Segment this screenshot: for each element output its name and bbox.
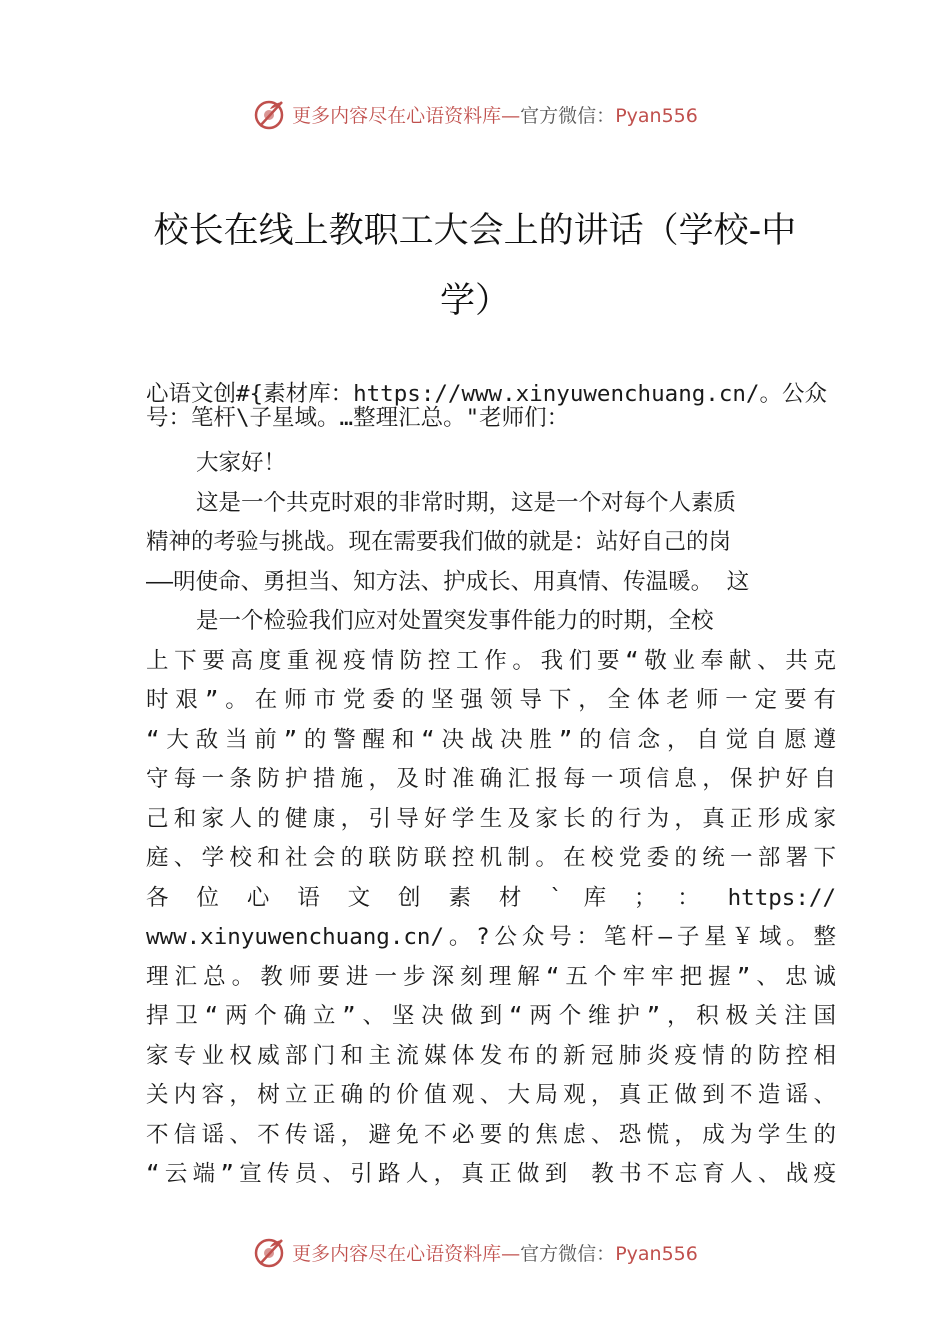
p1-line-2: 精神的考验与挑战。现在需要我们做的就是：站好自己的岗 <box>146 529 732 555</box>
banner-wechat-label: 官方微信： <box>520 104 616 127</box>
p2-line-3: 时艰”。在师市党委的坚强领导下，全体老师一定要有 <box>146 687 836 713</box>
p2-line-10: 理汇总。教师要进一步深刻理解“五个牢牢把握”、忠诚 <box>146 963 836 990</box>
p2-line-9: www.xinyuwenchuang.cn/。?公众号：笔杆—子星￥域。整 <box>146 924 836 950</box>
document-title <box>130 196 820 336</box>
p2-line-7: 庭、学校和社会的联防联控机制。在校党委的统一部署下 <box>146 845 836 871</box>
p2-line-4: “大敌当前”的警醒和“决战决胜”的信念，自觉自愿遵 <box>146 726 836 753</box>
p2-line-6: 己和家人的健康，引导好学生及家长的行为，真正形成家 <box>146 805 836 832</box>
p2-line-11: 捍卫“两个确立”、坚决做到“两个维护”，积极关注国 <box>146 1003 836 1029</box>
p2-line-14: 不信谣、不传谣，避免不必要的焦虑、恐慌，成为学生的 <box>146 1121 836 1148</box>
p2-line-5: 守每一条防护措施，及时准确汇报每一项信息，保护好自 <box>146 766 836 792</box>
p2-line-13: 关内容，树立正确的价值观、大局观，真正做到不造谣、 <box>146 1082 836 1108</box>
banner-text <box>292 101 698 128</box>
quill-logo-icon <box>252 1234 288 1270</box>
banner-text <box>292 1239 698 1266</box>
header-line-1: 心语文创#{素材库：https://www.xinyuwenchuang.cn/。公众 <box>146 381 827 407</box>
banner-wechat-id: Pyan556 <box>615 1242 698 1265</box>
banner-main: 更多内容尽在心语资料库 <box>292 104 502 127</box>
p2-line-15: “云端”宣传员、引路人，真正做到 教书不忘育人、战疫 <box>146 1161 836 1187</box>
banner-main: 更多内容尽在心语资料库 <box>292 1242 502 1265</box>
banner-dash: — <box>501 104 521 127</box>
banner-wechat-id: Pyan556 <box>615 104 698 127</box>
p2-line-12: 家专业权威部门和主流媒体发布的新冠肺炎疫情的防控相 <box>146 1042 836 1069</box>
p2-line-1: 是一个检验我们应对处置突发事件能力的时期，全校 <box>196 608 714 634</box>
p2-line-8: 各 位 心 语 文 创 素 材 ` 库 ； ： https:// <box>146 884 836 911</box>
p1-line-3: ——明使命、勇担当、知方法、护成长、用真情、传温暖。 这 <box>146 568 750 595</box>
p1-line-1: 这是一个共克时艰的非常时期，这是一个对每个人素质 <box>196 489 737 516</box>
quill-logo-icon <box>252 96 288 132</box>
header-line-2: 号：笔杆\子星域。…整理汇总。"老师们： <box>146 405 570 431</box>
greeting: 大家好！ <box>196 450 287 476</box>
footer-banner <box>0 1232 950 1272</box>
p2-line-2: 上下要高度重视疫情防控工作。我们要“敬业奉献、共克 <box>146 647 836 674</box>
header-banner <box>0 94 950 134</box>
banner-wechat-label: 官方微信： <box>520 1242 616 1265</box>
document-body <box>146 382 836 1195</box>
banner-dash: — <box>501 1242 521 1265</box>
title-line-1: 校长在线上教职工大会上的讲话（学校-中 <box>153 211 797 251</box>
title-line-2: 学） <box>439 281 510 321</box>
